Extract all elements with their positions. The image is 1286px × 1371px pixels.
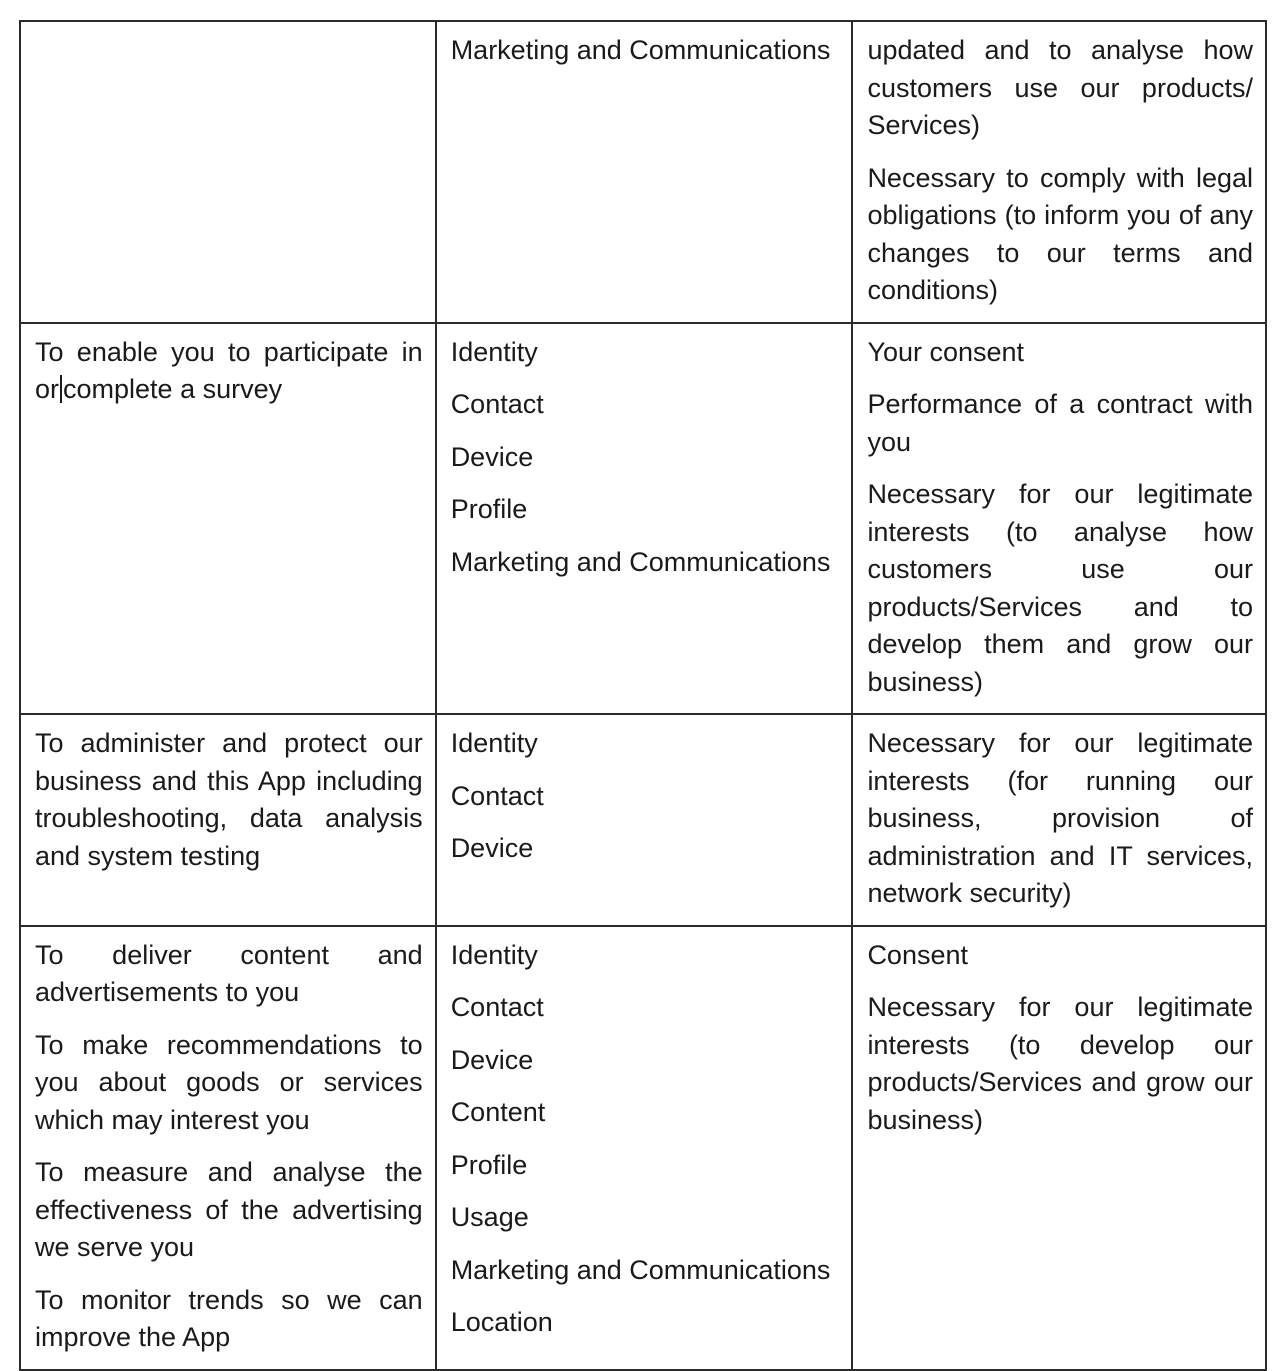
table-row — [20, 21, 1266, 323]
purpose-text: To measure and analyse the effectiveness of the advertising we serve you — [35, 1157, 423, 1262]
lawful-basis-text: Performance of a contract with you — [867, 389, 1253, 457]
table-row — [20, 926, 1266, 1370]
purpose-cell[interactable] — [20, 323, 436, 715]
data-type-item: Profile — [450, 1149, 528, 1180]
data-types-cell — [436, 714, 853, 926]
table-row — [20, 714, 1266, 926]
data-type-item: Contact — [450, 780, 544, 811]
purpose-text: To deliver content and advertisements to you — [35, 939, 423, 1007]
data-type-item: Identity — [450, 939, 538, 970]
lawful-basis-text: Your consent — [867, 336, 1025, 367]
lawful-basis-text: Necessary to comply with legal obligations (to inform you of any changes to our terms and conditions) — [867, 162, 1253, 305]
lawful-basis-text: Necessary for our legitimate interests (to analyse how customers use our products/Services and to develop them and grow our business) — [867, 479, 1253, 697]
data-type-item: Usage — [450, 1202, 529, 1232]
purpose-text: To make recommendations to you about goods or services which may interest you — [35, 1029, 423, 1135]
table-body — [20, 21, 1266, 1370]
lawful-basis-text: Consent — [867, 939, 969, 970]
lawful-basis-cell — [852, 714, 1266, 926]
lawful-basis-text: Necessary for our legitimate interests (for running our business, provision of administration and IT services, network security) — [867, 728, 1253, 908]
lawful-basis-cell — [852, 21, 1266, 323]
data-type-item: Marketing and Communications — [450, 35, 831, 65]
data-types-cell — [436, 926, 853, 1370]
data-type-item: Device — [450, 833, 534, 863]
data-type-item: Marketing and Communications — [450, 1254, 831, 1285]
lawful-basis-text: Necessary for our legitimate interests (to develop our products/Services and grow our business) — [867, 992, 1253, 1135]
purpose-text-before-cursor: To enable you to participate in or — [35, 336, 423, 404]
data-types-cell — [436, 323, 853, 715]
data-type-item: Identity — [450, 728, 538, 758]
purpose-text[interactable] — [35, 334, 423, 409]
lawful-basis-cell — [852, 323, 1266, 715]
data-type-item: Marketing and Communications — [450, 546, 831, 577]
purpose-cell — [20, 714, 436, 926]
data-type-item: Device — [450, 1044, 534, 1075]
purpose-text: To administer and protect our business and this App including troubleshooting, data analysis and system testing — [35, 728, 423, 871]
lawful-basis-cell — [852, 926, 1266, 1370]
data-type-item: Content — [450, 1097, 546, 1127]
data-type-item: Profile — [450, 494, 528, 524]
purpose-text: To monitor trends so we can improve the App — [35, 1284, 423, 1352]
purpose-cell — [20, 21, 436, 323]
data-type-item: Contact — [450, 389, 544, 419]
data-type-item: Location — [450, 1307, 553, 1337]
table-row — [20, 323, 1266, 715]
purpose-cell — [20, 926, 436, 1370]
purpose-text-after-cursor: complete a survey — [63, 374, 283, 404]
data-type-item: Contact — [450, 992, 544, 1022]
text-cursor — [60, 375, 62, 403]
lawful-basis-text: updated and to analyse how customers use our products/ Services) — [867, 35, 1253, 140]
lawful-basis-table — [19, 20, 1267, 1371]
data-type-item: Identity — [450, 336, 538, 367]
data-types-cell — [436, 21, 853, 323]
data-type-item: Device — [450, 441, 534, 472]
